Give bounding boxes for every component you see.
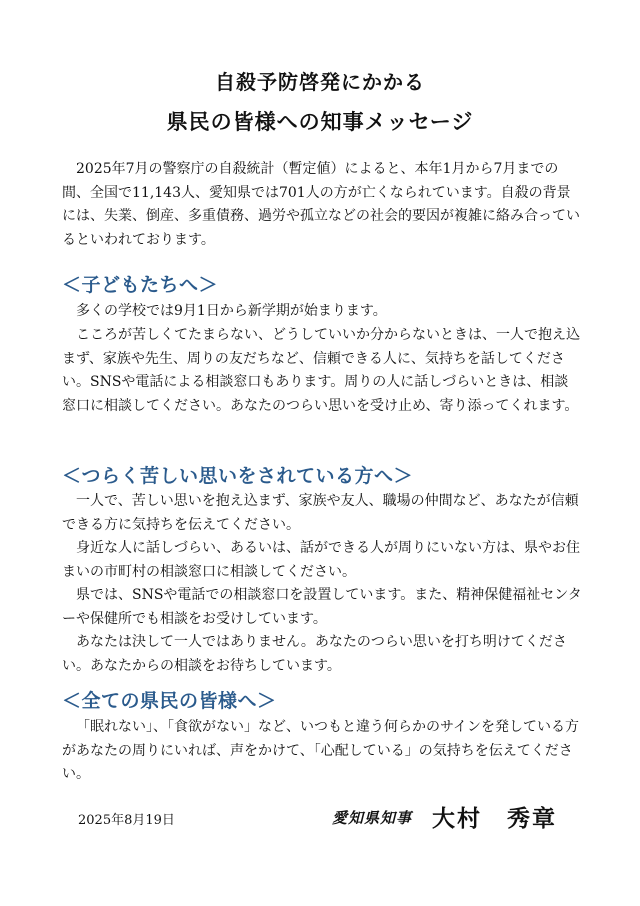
section-heading-children: ＜子どもたちへ＞ [62,274,219,296]
message-date: 2025年8月19日 [78,813,175,828]
suffering-paragraph-1: 一人で、苦しい思いを抱え込まず、家族や友人、職場の仲間など、あなたが信頼できる方に気持ちを伝えてください。 [62,493,579,533]
suffering-paragraph-4: あなたは決して一人ではありません。あなたのつらい思いを打ち明けてください。あなたからの相談をお待ちしています。 [62,634,567,674]
suffering-paragraph-3: 県では、SNSや電話での相談窓口を設置しています。また、精神保健福祉センターや保健所でも相談をお受けしています。 [62,587,582,627]
document-title-line1: 自殺予防啓発にかかる [215,70,425,94]
document-title-line2: 県民の皆様への知事メッセージ [166,110,474,134]
section-heading-suffering: ＜つらく苦しい思いをされている方へ＞ [62,465,414,487]
section-heading-all-residents: ＜全ての県民の皆様へ＞ [62,690,277,712]
signer-title: 愛知県知事 [332,809,413,827]
signer-name: 大村 秀章 [432,805,557,832]
all-residents-paragraph: 「眠れない」、「食欲がない」など、いつもと違う何らかのサインを発している方があなたの周りにいれば、声をかけて、「心配している」の気持ちを伝えてください。 [62,719,580,782]
intro-paragraph: 2025年7月の警察庁の自殺統計（暫定値）によると、本年1月から7月までの間、全国で11,143人、愛知県では701人の方が亡くなられています。自殺の背景には、失業、倒産、多重債務、過労や孤立などの社会的要因が複雑に絡み合っているといわれております。 [62,161,580,248]
children-paragraph-2: こころが苦しくてたまらない、どうしていいか分からないときは、一人で抱え込まず、家族や先生、周りの友だちなど、信頼できる人に、気持ちを話してください。SNSや電話による相談窓口もあります。周りの人に話しづらいときは、相談窓口に相談してください。あなたのつらい思いを受け止め、寄り添ってくれます。 [62,327,580,414]
suffering-paragraph-2: 身近な人に話しづらい、あるいは、話ができる人が周りにいない方は、県やお住まいの市町村の相談窓口に相談してください。 [62,540,580,580]
children-paragraph-1: 多くの学校では9月1日から新学期が始まります。 [76,303,387,319]
